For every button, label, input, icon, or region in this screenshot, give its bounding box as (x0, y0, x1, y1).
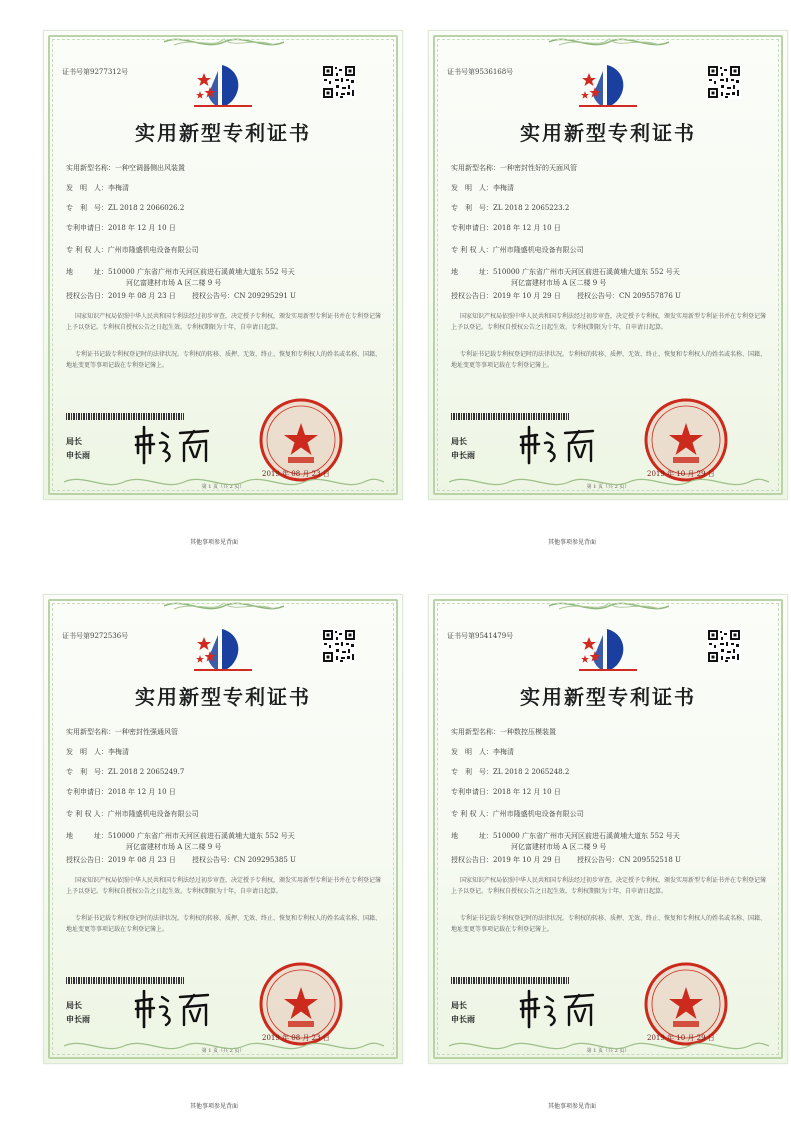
grant-paragraph: 国家知识产权局依照中华人民共和国专利法经过初步审查，决定授予专利权，颁发实用新型专利证书并在专利登记簿上予以登记。专利权自授权公告之日起生效。专利权期限为十年，自申请日起算。 (66, 313, 382, 331)
utility-name-row (451, 163, 577, 173)
holder-row (66, 245, 199, 255)
page-number: 第 1 页（共 2 页） (586, 1048, 630, 1054)
announce-number-value: CN 209557876 U (619, 292, 681, 300)
cnipa-logo-icon (194, 625, 252, 675)
ornament-top (164, 33, 284, 51)
ornament-bottom (449, 1035, 769, 1057)
apply-date-row (451, 787, 561, 797)
director-name: 申长雨 (66, 450, 90, 460)
cnipa-logo-icon (194, 61, 252, 111)
apply-date-row (451, 223, 561, 233)
announce-row (66, 855, 296, 865)
barcode-icon (451, 413, 569, 420)
ornament-bottom (449, 471, 769, 493)
holder-label: 专 利 权 人： (451, 810, 493, 818)
holder-value: 广州市隆盛机电设备有限公司 (107, 246, 199, 254)
status-paragraph: 专利证书记载专利权登记时的法律状况。专利权的转移、质押、无效、终止、恢复和专利权人的姓名或名称、国籍、地址变更等事项记载在专利登记簿上。 (451, 351, 767, 369)
back-note: 其他事项参见背面 (190, 539, 239, 546)
director-name: 申长雨 (451, 1014, 475, 1024)
announce-number-value: CN 209552518 U (619, 856, 681, 864)
patent-number-label: 专 利 号： (66, 768, 108, 776)
address-line-1: 510000 广东省广州市天河区前进石溪黄埔大道东 552 号天 (108, 832, 295, 840)
holder-row (66, 809, 199, 819)
announce-row (451, 855, 681, 865)
holder-label: 专 利 权 人： (66, 810, 108, 818)
address-line-1: 510000 广东省广州市天河区前进石溪黄埔大道东 552 号天 (493, 832, 680, 840)
barcode-icon (66, 977, 184, 984)
utility-name-value: 一种密封性好的天面风管 (500, 164, 577, 172)
page-number: 第 1 页（共 2 页） (201, 484, 245, 490)
inventor-label: 发 明 人： (451, 184, 493, 192)
address-label: 地 址： (66, 268, 108, 276)
apply-date-value: 2018 年 12 月 10 日 (108, 224, 176, 232)
announce-row (451, 291, 681, 301)
address-label: 地 址： (66, 832, 108, 840)
certificate-title: 实用新型专利证书 (520, 121, 696, 145)
holder-row (451, 809, 584, 819)
holder-label: 专 利 权 人： (451, 246, 493, 254)
announce-date-value: 2019 年 08 月 23 日 (108, 292, 176, 300)
grant-paragraph: 国家知识产权局依照中华人民共和国专利法经过初步审查，决定授予专利权，颁发实用新型专利证书并在专利登记簿上予以登记。专利权自授权公告之日起生效。专利权期限为十年，自申请日起算。 (66, 877, 382, 895)
apply-date-value: 2018 年 12 月 10 日 (108, 788, 176, 796)
announce-number-label: 授权公告号： (577, 856, 619, 864)
announce-row (66, 291, 296, 301)
qr-code-icon (322, 629, 356, 663)
director-title: 局长 (451, 436, 467, 446)
patent-number-row (66, 767, 184, 777)
qr-code-icon (707, 629, 741, 663)
patent-number-value: ZL 2018 2 2066026.2 (108, 204, 185, 212)
address-line-2: 河亿富建材市场 A 区二楼 9 号 (126, 279, 222, 287)
announce-number-label: 授权公告号： (192, 292, 234, 300)
ornament-top (549, 33, 669, 51)
apply-date-row (66, 787, 176, 797)
patent-number-value: ZL 2018 2 2065248.2 (493, 768, 570, 776)
address-line-1: 510000 广东省广州市天河区前进石溪黄埔大道东 552 号天 (108, 268, 295, 276)
patent-number-label: 专 利 号： (66, 204, 108, 212)
announce-date-label: 授权公告日： (66, 856, 108, 864)
apply-date-value: 2018 年 12 月 10 日 (493, 788, 561, 796)
barcode-icon (66, 413, 184, 420)
address-line-2: 河亿富建材市场 A 区二楼 9 号 (511, 843, 607, 851)
announce-number-label: 授权公告号： (192, 856, 234, 864)
address-line-1: 510000 广东省广州市天河区前进石溪黄埔大道东 552 号天 (493, 268, 680, 276)
patent-certificate (428, 594, 788, 1064)
apply-date-row (66, 223, 176, 233)
utility-name-value: 一种空调器侧出风装置 (115, 164, 185, 172)
inventor-row (451, 747, 514, 757)
inventor-value: 李梅清 (108, 184, 129, 192)
director-title: 局长 (451, 1000, 467, 1010)
director-title: 局长 (66, 1000, 82, 1010)
cnipa-logo-icon (579, 625, 637, 675)
holder-value: 广州市隆盛机电设备有限公司 (492, 810, 584, 818)
apply-date-value: 2018 年 12 月 10 日 (493, 224, 561, 232)
back-note: 其他事项参见背面 (190, 1103, 239, 1110)
page-number: 第 1 页（共 2 页） (586, 484, 630, 490)
patent-number-label: 专 利 号： (451, 768, 493, 776)
patent-number-row (66, 203, 184, 213)
patent-number-label: 专 利 号： (451, 204, 493, 212)
address-row (451, 267, 680, 277)
seal-date: 2019 年 08 月 23 日 (262, 1034, 330, 1042)
apply-date-label: 专利申请日： (451, 224, 493, 232)
certificate-title: 实用新型专利证书 (135, 121, 311, 145)
director-name: 申长雨 (66, 1014, 90, 1024)
utility-name-row (66, 163, 185, 173)
announce-date-label: 授权公告日： (66, 292, 108, 300)
announce-number-label: 授权公告号： (577, 292, 619, 300)
inventor-label: 发 明 人： (66, 748, 108, 756)
ornament-top (549, 597, 669, 615)
inventor-value: 李梅清 (493, 748, 514, 756)
patent-certificate (428, 30, 788, 500)
announce-date-value: 2019 年 10 月 29 日 (493, 292, 561, 300)
certificate-number: 证书号第9536168号 (447, 68, 514, 76)
back-note: 其他事项参见背面 (548, 1103, 597, 1110)
certificate-title: 实用新型专利证书 (520, 685, 696, 709)
holder-label: 专 利 权 人： (66, 246, 108, 254)
patent-certificate (43, 594, 403, 1064)
address-row (66, 267, 295, 277)
inventor-value: 李梅清 (493, 184, 514, 192)
grant-paragraph: 国家知识产权局依照中华人民共和国专利法经过初步审查，决定授予专利权，颁发实用新型专利证书并在专利登记簿上予以登记。专利权自授权公告之日起生效。专利权期限为十年，自申请日起算。 (451, 313, 767, 331)
announce-date-value: 2019 年 10 月 29 日 (493, 856, 561, 864)
address-line-2: 河亿富建材市场 A 区二楼 9 号 (126, 843, 222, 851)
announce-number-value: CN 209295291 U (234, 292, 296, 300)
patent-number-row (451, 767, 569, 777)
patent-number-value: ZL 2018 2 2065249.7 (108, 768, 185, 776)
status-paragraph: 专利证书记载专利权登记时的法律状况。专利权的转移、质押、无效、终止、恢复和专利权人的姓名或名称、国籍、地址变更等事项记载在专利登记簿上。 (451, 915, 767, 933)
inventor-row (66, 183, 129, 193)
utility-name-label: 实用新型名称： (451, 728, 500, 736)
page-number: 第 1 页（共 2 页） (201, 1048, 245, 1054)
holder-value: 广州市隆盛机电设备有限公司 (107, 810, 199, 818)
signature-icon (515, 423, 599, 467)
inventor-label: 发 明 人： (451, 748, 493, 756)
patent-number-row (451, 203, 569, 213)
announce-date-label: 授权公告日： (451, 292, 493, 300)
barcode-icon (451, 977, 569, 984)
patent-certificate (43, 30, 403, 500)
cnipa-logo-icon (579, 61, 637, 111)
signature-icon (130, 987, 214, 1031)
apply-date-label: 专利申请日： (451, 788, 493, 796)
utility-name-label: 实用新型名称： (66, 728, 115, 736)
qr-code-icon (707, 65, 741, 99)
address-label: 地 址： (451, 268, 493, 276)
announce-date-label: 授权公告日： (451, 856, 493, 864)
holder-value: 广州市隆盛机电设备有限公司 (492, 246, 584, 254)
status-paragraph: 专利证书记载专利权登记时的法律状况。专利权的转移、质押、无效、终止、恢复和专利权人的姓名或名称、国籍、地址变更等事项记载在专利登记簿上。 (66, 915, 382, 933)
utility-name-row (66, 727, 178, 737)
back-note: 其他事项参见背面 (548, 539, 597, 546)
inventor-value: 李梅清 (108, 748, 129, 756)
apply-date-label: 专利申请日： (66, 224, 108, 232)
utility-name-row (451, 727, 556, 737)
ornament-top (164, 597, 284, 615)
director-title: 局长 (66, 436, 82, 446)
seal-date: 2019 年 10 月 29 日 (647, 1034, 715, 1042)
utility-name-value: 一种数控压模装置 (500, 728, 556, 736)
holder-row (451, 245, 584, 255)
ornament-bottom (64, 1035, 384, 1057)
address-row (66, 831, 295, 841)
certificate-number: 证书号第9541479号 (447, 632, 514, 640)
director-name: 申长雨 (451, 450, 475, 460)
apply-date-label: 专利申请日： (66, 788, 108, 796)
seal-date: 2019 年 08 月 23 日 (262, 470, 330, 478)
patent-number-value: ZL 2018 2 2065223.2 (493, 204, 570, 212)
utility-name-value: 一种密封性强通风管 (115, 728, 178, 736)
certificate-number: 证书号第9272536号 (62, 632, 129, 640)
grant-paragraph: 国家知识产权局依照中华人民共和国专利法经过初步审查，决定授予专利权，颁发实用新型专利证书并在专利登记簿上予以登记。专利权自授权公告之日起生效。专利权期限为十年，自申请日起算。 (451, 877, 767, 895)
utility-name-label: 实用新型名称： (451, 164, 500, 172)
signature-icon (515, 987, 599, 1031)
address-label: 地 址： (451, 832, 493, 840)
announce-number-value: CN 209295385 U (234, 856, 296, 864)
qr-code-icon (322, 65, 356, 99)
seal-date: 2019 年 10 月 29 日 (647, 470, 715, 478)
address-row (451, 831, 680, 841)
utility-name-label: 实用新型名称： (66, 164, 115, 172)
certificate-number: 证书号第9277312号 (62, 68, 129, 76)
status-paragraph: 专利证书记载专利权登记时的法律状况。专利权的转移、质押、无效、终止、恢复和专利权人的姓名或名称、国籍、地址变更等事项记载在专利登记簿上。 (66, 351, 382, 369)
inventor-row (451, 183, 514, 193)
signature-icon (130, 423, 214, 467)
inventor-label: 发 明 人： (66, 184, 108, 192)
address-line-2: 河亿富建材市场 A 区二楼 9 号 (511, 279, 607, 287)
certificate-title: 实用新型专利证书 (135, 685, 311, 709)
announce-date-value: 2019 年 08 月 23 日 (108, 856, 176, 864)
ornament-bottom (64, 471, 384, 493)
inventor-row (66, 747, 129, 757)
